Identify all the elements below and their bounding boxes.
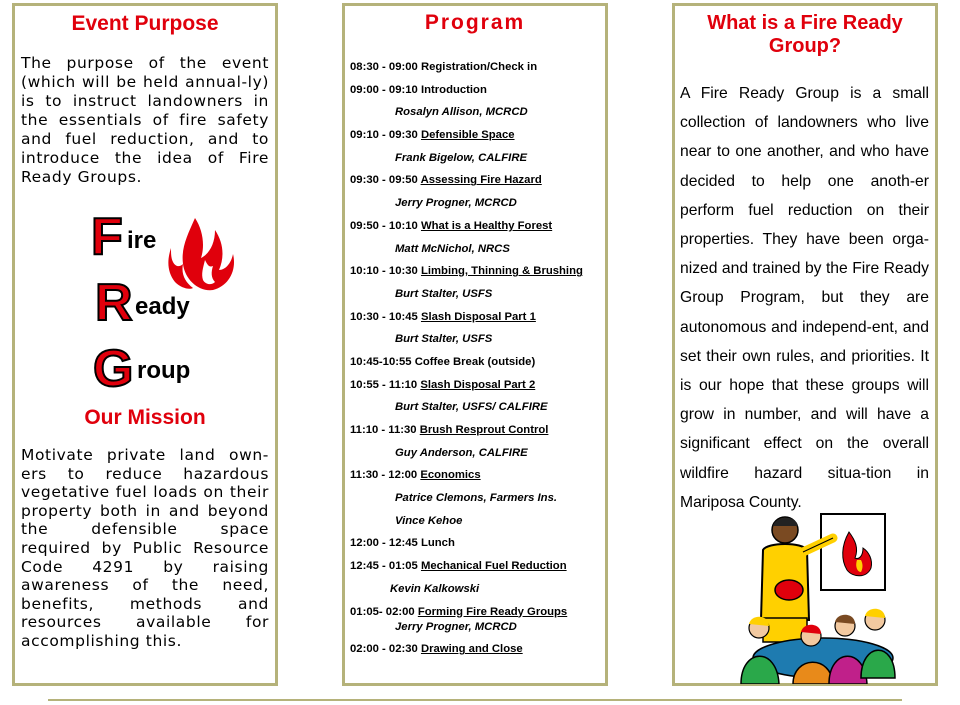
slot-topic: Defensible Space [420,129,515,142]
program-slot [350,642,602,665]
slot-time: 12:45 - 01:05 [350,560,418,573]
slot-time: 10:10 - 10:30 [350,265,418,278]
program-schedule [350,60,602,665]
slot-topic: Introduction [420,83,487,96]
program-slot [350,559,602,582]
program-slot [350,83,602,106]
slot-topic: Coffee Break (outside) [414,355,536,368]
slot-speaker: Burt Stalter, USFS/ CALFIRE [395,401,548,414]
event-purpose-heading: Event Purpose [71,12,219,35]
slot-topic: Limbing, Thinning & Brushing [420,265,583,278]
slot-time: 09:50 - 10:10 [350,219,418,232]
slot-time: 11:30 - 12:00 [350,469,418,482]
slot-topic: Economics [420,469,481,482]
slot-topic: Mechanical Fuel Reduction [420,560,567,573]
program-slot [350,264,602,287]
slot-speaker: Guy Anderson, CALFIRE [395,446,528,459]
slot-speaker: Burt Stalter, USFS [395,333,493,346]
slot-topic: What is a Healthy Forest [420,219,553,232]
slot-time: 09:10 - 09:30 [350,129,418,142]
logo-text-fire: ire [127,227,157,254]
logo-initial-r: R [95,274,133,332]
slot-time: 09:30 - 09:50 [350,174,418,187]
fire-ready-group-panel [672,3,938,686]
heading-line-2: Group? [768,35,842,57]
slot-topic: Slash Disposal Part 2 [420,378,536,391]
slot-topic: Assessing Fire Hazard [420,174,542,187]
slot-time: 10:30 - 10:45 [350,310,418,323]
slot-time: 02:00 - 02:30 [350,643,418,656]
program-slot [350,423,602,446]
slot-speaker: Vince Kehoe [395,514,463,527]
slot-topic: Registration/Check in [420,61,538,73]
slot-time: 08:30 - 09:00 [350,61,418,73]
slot-speaker: Matt McNichol, NRCS [395,242,510,255]
slot-speaker: Kevin Kalkowski [390,582,480,595]
slot-topic: Forming Fire Ready Groups [417,605,568,618]
slot-time: 01:05- 02:00 [350,605,415,618]
heading-line-1: What is a Fire Ready [707,12,903,34]
slot-topic: Slash Disposal Part 1 [420,310,536,323]
program-slot [350,310,602,333]
slot-topic: Lunch [420,537,455,550]
logo-initial-g: G [93,340,134,398]
program-slot [350,468,602,491]
slot-speaker: Burt Stalter, USFS [395,287,493,300]
logo-initial-f: F [91,208,123,266]
slot-speaker: Rosalyn Allison, MCRCD [395,106,528,119]
event-purpose-text: The purpose of the event (which will be held annual-ly) is to instruct landowners in the essentials of fire safety and fuel reduction, and to introduce the idea of Fire Ready Groups. [21,54,269,186]
slot-time: 09:00 - 09:10 [350,83,418,96]
slot-time: 10:45-10:55 [350,355,412,368]
program-heading: Program [424,11,526,34]
footer-rule [48,699,902,701]
program-slot [350,355,602,378]
slot-topic: Drawing and Close [420,643,523,656]
slot-time: 11:10 - 11:30 [350,424,417,436]
program-slot [350,173,602,196]
program-slot [350,605,602,620]
event-purpose-panel [12,3,278,686]
program-slot [350,60,602,83]
slot-topic: Brush Resprout Control [419,424,549,436]
presentation-clipart [737,508,897,684]
our-mission-heading: Our Mission [84,406,206,429]
logo-text-ready: eady [135,293,190,320]
flame-icon [168,218,234,290]
slot-time: 10:55 - 11:10 [350,378,418,391]
fire-ready-group-logo [87,208,237,398]
program-slot [350,378,602,401]
program-slot [350,536,602,559]
logo-text-group: roup [137,357,191,384]
slot-speaker: Patrice Clemons, Farmers Ins. [395,492,557,505]
slot-speaker: Frank Bigelow, CALFIRE [395,151,528,164]
fire-ready-group-text: A Fire Ready Group is a small collection of landowners who live near to one another, and who have decided to help one anoth-er perform fuel reduction on their properties. They have been orga-nized and trained by the Fire Ready Group Program, but they are autonomous and independ-ent, and set their own rules, and priorities. It is our hope that these groups will grow in number, and will have a significant effect on the overall wildfire hazard situa-tion in Mariposa County. [680,85,929,511]
program-panel [342,3,608,686]
our-mission-text: Motivate private land own-ers to reduce hazardous vegetative fuel loads on their property both in and beyond the defensible space required by Public Resource Code 4291 by raising awareness of the need, benefits, methods and resources available for accomplishing this. [21,446,269,650]
program-slot [350,128,602,151]
slot-time: 12:00 - 12:45 [350,537,418,550]
slot-speaker: Jerry Progner, MCRCD [395,197,517,210]
fire-ready-group-heading [675,12,935,58]
program-slot [350,219,602,242]
slot-speaker: Jerry Progner, MCRCD [395,620,517,633]
